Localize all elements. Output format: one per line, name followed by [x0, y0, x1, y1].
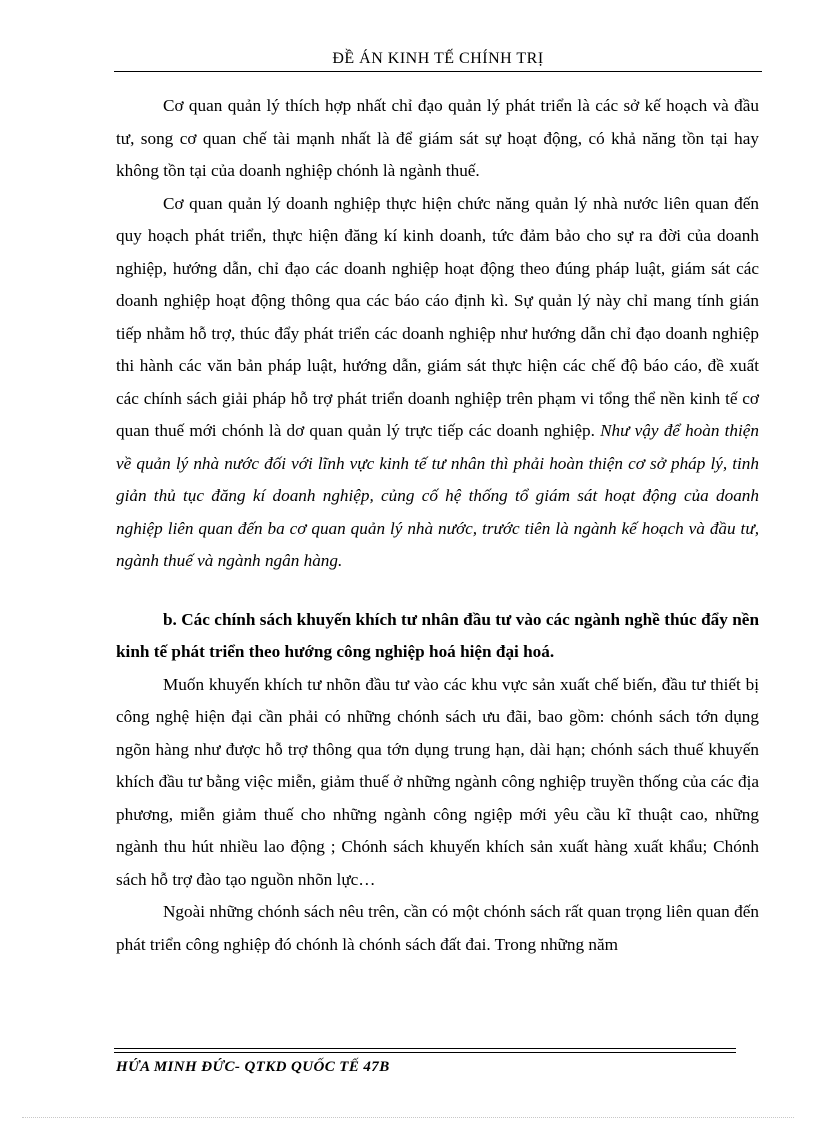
footer-rule-bottom: [114, 1052, 736, 1053]
paragraph-3: Muốn khuyến khích tư nhõn đầu tư vào các khu vực sản xuất chế biến, đầu tư thiết bị công nghệ hiện đại cần phải có những chónh sách ưu đãi, bao gồm: chónh sách tớn dụng ngõn hàng như được hỗ trợ thông qua tớn dụng trung hạn, dài hạn; chónh sách thuế khuyến khích đầu tư bằng việc miễn, giảm thuế ở những ngành công nghiệp truyền thống của các địa phương, miễn giảm thuế cho những ngành công ngiệp mới yêu cầu kĩ thuật cao, những ngành thu hút nhiều lao động ; Chónh sách khuyến khích sản xuất hàng xuất khẩu; Chónh sách hỗ trợ đào tạo nguồn nhõn lực…: [116, 674, 759, 889]
paragraph-2-italic-text: Như vậy để hoàn thiện về quản lý nhà nước đối với lĩnh vực kinh tế tư nhân thì phải hoàn thiện cơ sở pháp lý, tinh giản thủ tục đăng kí doanh nghiệp, củng cố hệ thống tổ giám sát hoạt động của doanh nghiệp liên quan đến ba cơ quan quản lý nhà nước, trước tiên là ngành kế hoạch và đầu tư, ngành thuế và ngành ngân hàng.: [116, 421, 760, 570]
section-heading-b: b. Các chính sách khuyến khích tư nhân đầu tư vào các ngành nghề thúc đẩy nền kinh tế phát triển theo hướng công nghiệp hoá hiện đại hoá.: [116, 609, 759, 661]
footer-author: HỨA MINH ĐỨC- QTKD QUỐC TẾ 47B: [116, 1059, 390, 1075]
document-body: [116, 90, 759, 961]
page-footer: [114, 1045, 736, 1085]
page-header: [114, 44, 762, 74]
header-rule: [114, 71, 762, 72]
paragraph-4: Ngoài những chónh sách nêu trên, cần có một chónh sách rất quan trọng liên quan đến phát triển công nghiệp đó chónh là chónh sách đất đai. Trong những năm: [116, 902, 759, 954]
section-spacer: [116, 578, 759, 604]
paragraph-2: [116, 188, 759, 578]
paragraph-1: Cơ quan quản lý thích hợp nhất chỉ đạo quản lý phát triển là các sở kế hoạch và đầu tư, song cơ quan chế tài mạnh nhất là để giám sát sự hoạt động, có khả năng tồn tại hay không tồn tại của doanh nghiệp chónh là ngành thuế.: [116, 96, 759, 180]
page-bottom-dotted-line: [22, 1117, 794, 1118]
document-title: ĐỀ ÁN KINH TẾ CHÍNH TRỊ: [332, 50, 544, 67]
paragraph-2-text: Cơ quan quản lý doanh nghiệp thực hiện chức năng quản lý nhà nước liên quan đến quy hoạch phát triển, thực hiện đăng kí kinh doanh, tức đảm bảo cho sự ra đời của doanh nghiệp, hướng dẫn, chỉ đạo các doanh nghiệp hoạt động theo đúng pháp luật, giám sát các doanh nghiệp hoạt động thông qua các báo cáo định kì. Sự quản lý này chỉ mang tính gián tiếp nhằm hỗ trợ, thúc đẩy phát triển các doanh nghiệp như hướng dẫn chỉ đạo doanh nghiệp thi hành các văn bản pháp luật, hướng dẫn, giám sát thực hiện các chế độ báo cáo, đề xuất các chính sách giải pháp hỗ trợ phát triển doanh nghiệp trên phạm vi tổng thể nền kinh tế cơ quan thuế mới chónh là dơ quan quản lý trực tiếp các doanh nghiệp.: [116, 193, 759, 440]
footer-rule-top: [114, 1048, 736, 1049]
